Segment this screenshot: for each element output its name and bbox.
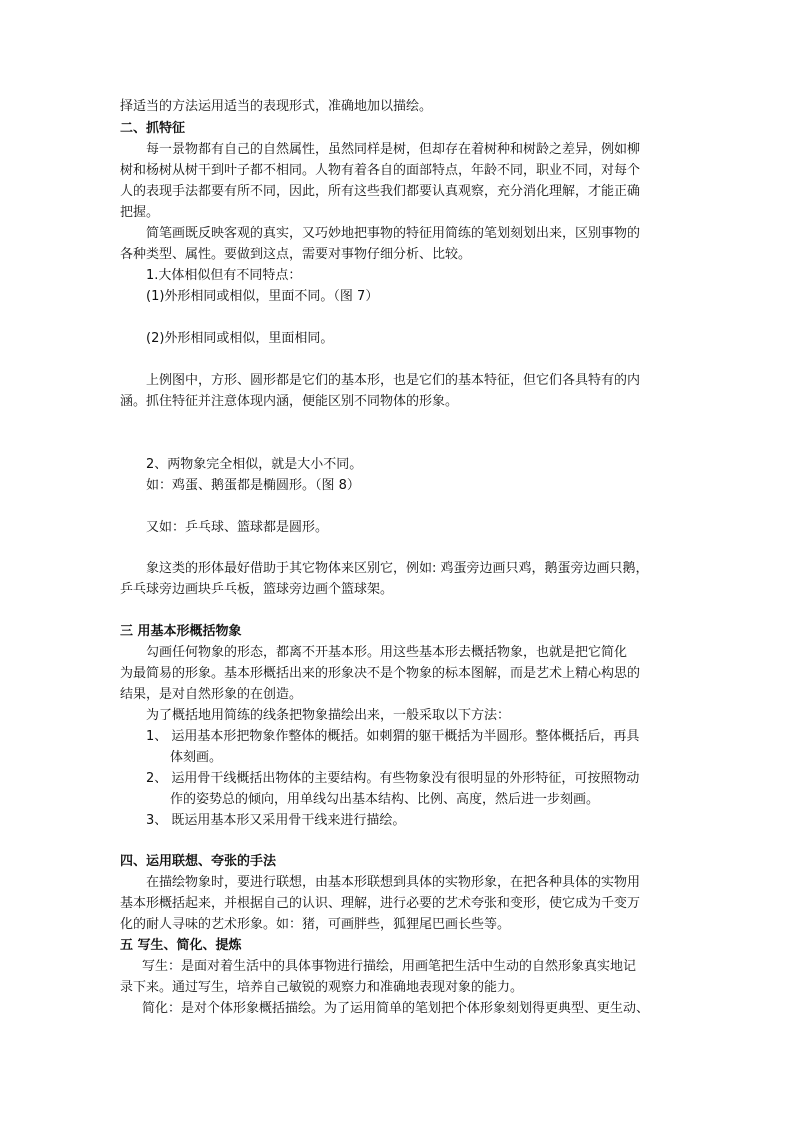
list-item-2-cont: 作的姿势总的倾向，用单线勾出基本结构、比例、高度，然后进一步刻画。 xyxy=(170,792,600,807)
text-line: 在描绘物象时，要进行联想，由基本形联想到具体的实物形象，在把各种具体的实物用 xyxy=(146,875,641,890)
text-line: 又如：乒乓球、篮球都是圆形。 xyxy=(146,520,329,535)
text-line: 2、两物象完全相似，就是大小不同。 xyxy=(146,457,363,472)
text-line: 简化：是对个体形象概括描绘。为了运用简单的笔划把个体形象刻划得更典型、更生动、 xyxy=(142,1001,650,1016)
text-line: 化的耐人寻味的艺术形象。如：猪，可画胖些，狐狸尾巴画长些等。 xyxy=(120,917,511,932)
list-item-3: 3、 既运用基本形又采用骨干线来进行描绘。 xyxy=(146,813,406,828)
text-line: 乒乓球旁边画块乒乓板，篮球旁边画个篮球架。 xyxy=(120,582,394,597)
text-line: 录下来。通过写生，培养自己敏锐的观察力和准确地表现对象的能力。 xyxy=(120,980,524,995)
text-line: 1.大体相似但有不同特点： xyxy=(146,268,302,283)
section-heading-4: 四、运用联想、夸张的手法 xyxy=(120,854,277,869)
text-line: 为了概括地用简练的线条把物象描绘出来，一般采取以下方法： xyxy=(146,708,511,723)
text-line: 涵。抓住特征并注意体现内涵，便能区别不同物体的形象。 xyxy=(120,394,459,409)
text-line: 择适当的方法运用适当的表现形式，准确地加以描绘。 xyxy=(120,99,433,114)
text-line: 如：鸡蛋、鹅蛋都是椭圆形。（图 8） xyxy=(146,478,360,493)
section-heading-2: 二、抓特征 xyxy=(120,121,186,136)
text-line: 勾画任何物象的形态，都离不开基本形。用这些基本形去概括物象，也就是把它简化 xyxy=(146,645,628,660)
text-line: 人的表现手法都要有所不同，因此，所有这些我们都要认真观察，充分消化理解，才能正确 xyxy=(120,184,641,199)
text-line: 写生：是面对着生活中的具体事物进行描绘，用画笔把生活中生动的自然形象真实地记 xyxy=(142,959,637,974)
list-item-2: 2、 运用骨干线概括出物体的主要结构。有些物象没有很明显的外形特征，可按照物动 xyxy=(146,771,640,786)
text-line: 结果，是对自然形象的在创造。 xyxy=(120,687,303,702)
section-heading-3: 三 用基本形概括物象 xyxy=(120,624,242,639)
list-item-1-cont: 体刻画。 xyxy=(170,750,223,765)
list-item-1: 1、 运用基本形把物象作整体的概括。如刺猬的躯干概括为半圆形。整体概括后，再具 xyxy=(146,729,640,744)
text-line: 各种类型、属性。要做到这点，需要对事物仔细分析、比较。 xyxy=(120,247,472,262)
text-line: 把握。 xyxy=(120,205,160,220)
text-line: 上例图中，方形、圆形都是它们的基本形，也是它们的基本特征，但它们各具特有的内 xyxy=(146,373,641,388)
text-line: 为最简易的形象。基本形概括出来的形象决不是个物象的标本图解，而是艺术上精心构思的 xyxy=(120,666,641,681)
text-line: 象这类的形体最好借助于其它物体来区别它，例如: 鸡蛋旁边画只鸡，鹅蛋旁边画只鹅， xyxy=(146,561,649,576)
text-line: 每一景物都有自己的自然属性，虽然同样是树，但却存在着树种和树龄之差异，例如柳 xyxy=(146,142,641,157)
text-line: (1)外形相同或相似，里面不同。（图 7） xyxy=(146,289,379,304)
text-line: 基本形概括起来，并根据自己的认识、理解，进行必要的艺术夸张和变形，使它成为千变万 xyxy=(120,896,641,911)
text-line: 简笔画既反映客观的真实，又巧妙地把事物的特征用简练的笔划刻划出来，区别事物的 xyxy=(146,226,641,241)
text-line: 树和杨树从树干到叶子都不相同。人物有着各自的面部特点，年龄不同，职业不同，对每个 xyxy=(120,163,641,178)
text-line: (2)外形相同或相似，里面相同。 xyxy=(146,331,334,346)
section-heading-5: 五 写生、简化、提炼 xyxy=(120,938,242,953)
